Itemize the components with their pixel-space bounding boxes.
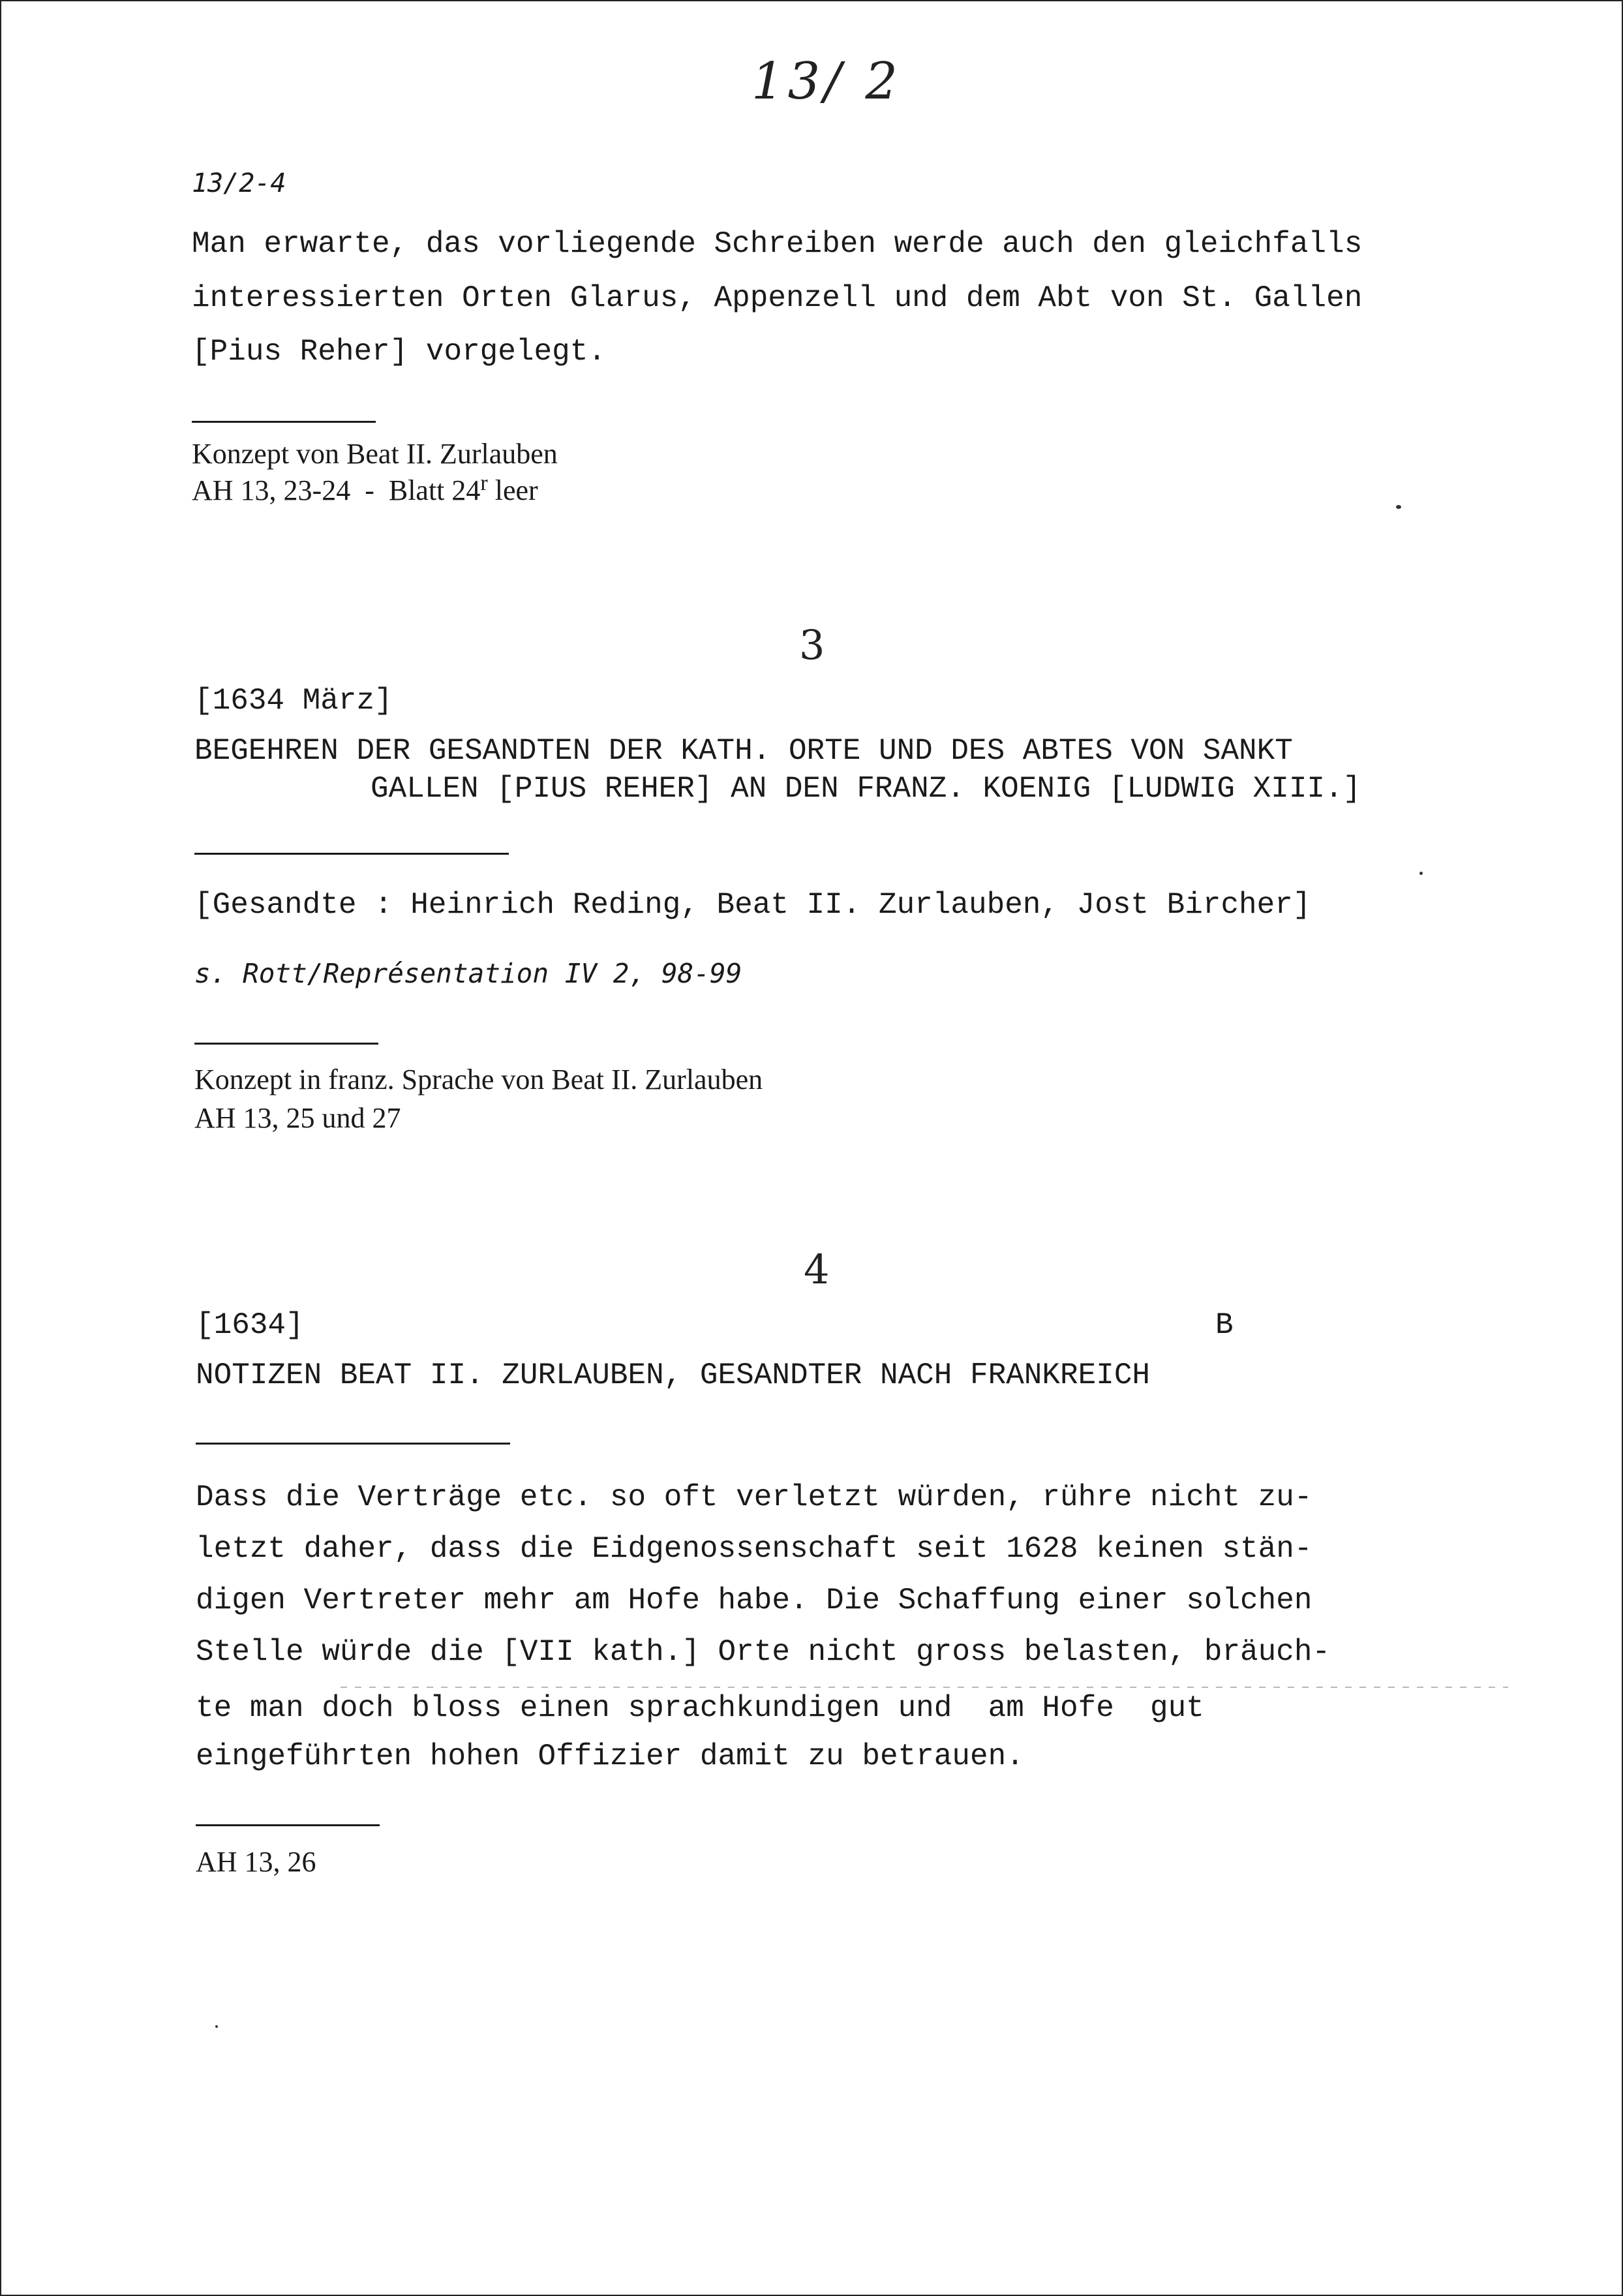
scan-speck — [1419, 872, 1423, 875]
source-line — [192, 471, 538, 507]
document-title: BEGEHREN DER GESANDTEN DER KATH. ORTE UND DES ABTES VON SANKT — [194, 734, 1293, 768]
section-divider — [192, 421, 376, 423]
section-divider — [196, 1443, 510, 1445]
document-reference: 13/2-4 — [192, 168, 286, 198]
document-marker: B — [1215, 1308, 1234, 1342]
reference-line: s. Rott/Représentation IV 2, 98-99 — [194, 958, 742, 989]
body-line: interessierten Orten Glarus, Appenzell und dem Abt von St. Gallen — [192, 281, 1363, 315]
source-line: Konzept von Beat II. Zurlauben — [192, 438, 558, 470]
body-line: [Pius Reher] vorgelegt. — [192, 335, 606, 369]
body-line: digen Vertreter mehr am Hofe habe. Die Schaffung einer solchen — [196, 1584, 1312, 1617]
document-date: [1634] — [196, 1308, 304, 1342]
source-line-superscript: r — [480, 471, 488, 495]
body-line: letzt daher, dass die Eidgenossenschaft seit 1628 keinen stän- — [196, 1532, 1312, 1566]
envoys-line: [Gesandte : Heinrich Reding, Beat II. Zurlauben, Jost Bircher] — [194, 888, 1311, 922]
source-line: Konzept in franz. Sprache von Beat II. Zurlauben — [194, 1064, 763, 1095]
document-number: 4 — [804, 1246, 830, 1293]
scan-artifact — [341, 1687, 1508, 1688]
section-divider — [196, 1824, 380, 1826]
body-line: Dass die Verträge etc. so oft verletzt würden, rühre nicht zu- — [196, 1480, 1312, 1514]
source-line-main: AH 13, 23-24 - Blatt 24 — [192, 474, 481, 506]
document-title: GALLEN [PIUS REHER] AN DEN FRANZ. KOENIG [LUDWIG XIII.] — [371, 772, 1361, 806]
source-line: AH 13, 26 — [196, 1846, 316, 1878]
section-divider — [194, 853, 509, 855]
document-number: 3 — [799, 621, 825, 669]
body-line: eingeführten hohen Offizier damit zu betrauen. — [196, 1739, 1024, 1773]
source-line: AH 13, 25 und 27 — [194, 1102, 401, 1134]
body-line: Stelle würde die [VII kath.] Orte nicht gross belasten, bräuch- — [196, 1635, 1331, 1669]
page-mark: 13/ 2 — [751, 52, 902, 111]
document-title: NOTIZEN BEAT II. ZURLAUBEN, GESANDTER NACH FRANKREICH — [196, 1358, 1151, 1392]
scan-speck — [215, 2025, 218, 2028]
section-divider — [194, 1043, 378, 1045]
body-line: te man doch bloss einen sprachkundigen und am Hofe gut — [196, 1691, 1204, 1725]
document-date: [1634 März] — [194, 684, 393, 718]
source-line-tail: leer — [487, 474, 538, 506]
body-line: Man erwarte, das vorliegende Schreiben werde auch den gleichfalls — [192, 227, 1363, 261]
scan-speck — [1396, 505, 1401, 509]
